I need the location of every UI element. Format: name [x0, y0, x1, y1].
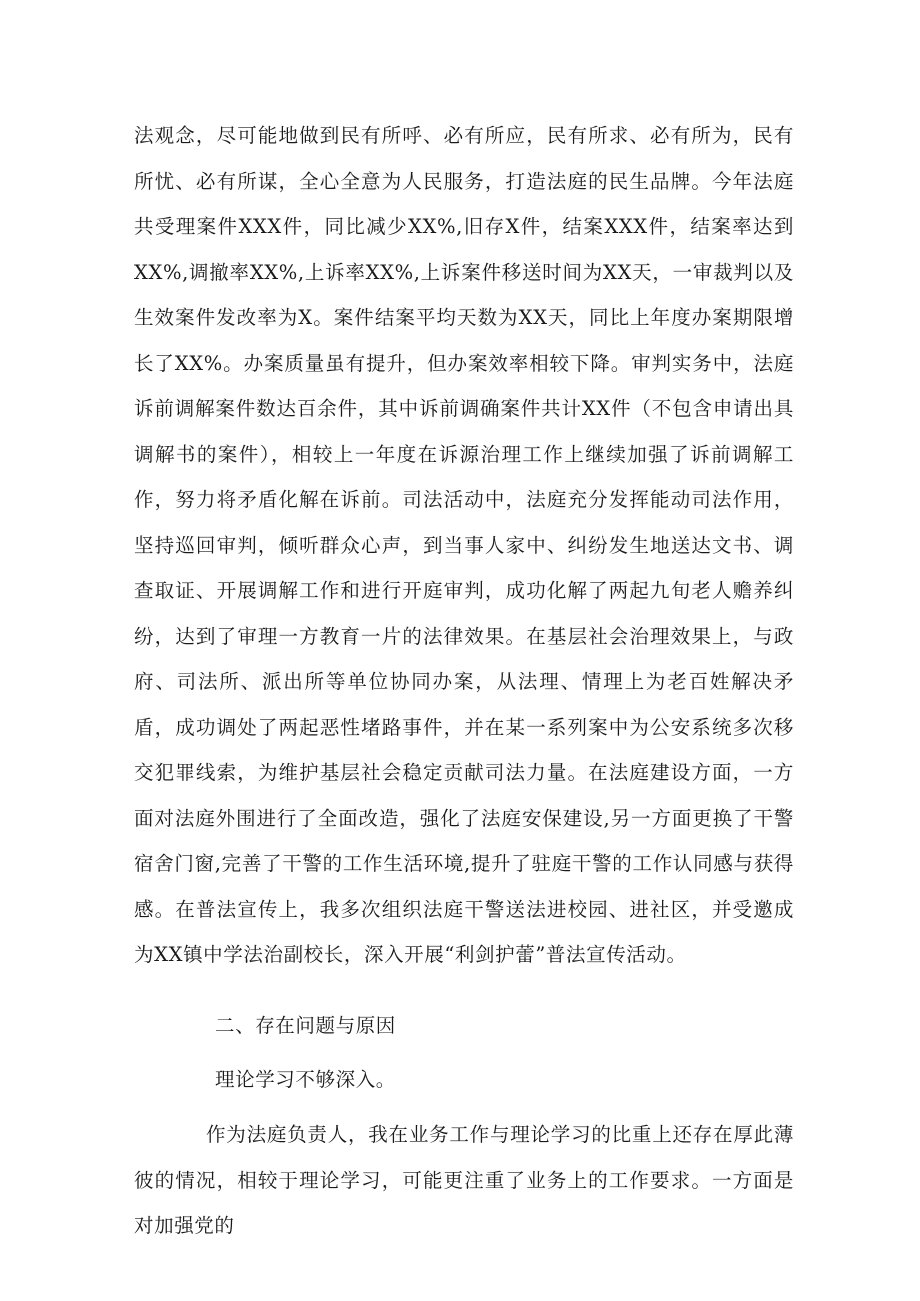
- section-heading: 二、存在问题与原因: [215, 1014, 396, 1037]
- body-paragraph: 作为法庭负责人，我在业务工作与理论学习的比重上还存在厚此薄彼的情况，相较于理论学习，可能更注重了业务上的工作要求。一方面是对加强党的: [134, 1123, 794, 1237]
- subsection-heading: 理论学习不够深入。: [215, 1068, 396, 1091]
- body-paragraph: 法观念，尽可能地做到民有所呼、必有所应，民有所求、必有所为，民有所忧、必有所谋，全心全意为人民服务，打造法庭的民生品牌。今年法庭共受理案件XXX件，同比减少XX%,旧存X件，结案XXX件，结案率达到XX%,调撤率XX%,上诉率XX%,上诉案件移送时间为XX天，一审裁判以及生效案件发改率为X。案件结案平均天数为XX天，同比上年度办案期限增长了XX%。办案质量虽有提升，但办案效率相较下降。审判实务中，法庭诉前调解案件数达百余件，其中诉前调确案件共计XX件（不包含申请出具调解书的案件），相较上一年度在诉源治理工作上继续加强了诉前调解工作，努力将矛盾化解在诉前。司法活动中，法庭充分发挥能动司法作用，坚持巡回审判，倾听群众心声，到当事人家中、纠纷发生地送达文书、调查取证、开展调解工作和进行开庭审判，成功化解了两起九旬老人赡养纠纷，达到了审理一方教育一片的法律效果。在基层社会治理效果上，与政府、司法所、派出所等单位协同办案，从法理、情理上为老百姓解决矛盾，成功调处了两起恶性堵路事件，并在某一系列案中为公安系统多次移交犯罪线索，为维护基层社会稳定贡献司法力量。在法庭建设方面，一方面对法庭外围进行了全面改造，强化了法庭安保建设,另一方面更换了干警宿舍门窗,完善了干警的工作生活环境,提升了驻庭干警的工作认同感与获得感。在普法宣传上，我多次组织法庭干警送法进校园、进社区，并受邀成为XX镇中学法治副校长，深入开展“利剑护蕾”普法宣传活动。: [134, 124, 794, 966]
